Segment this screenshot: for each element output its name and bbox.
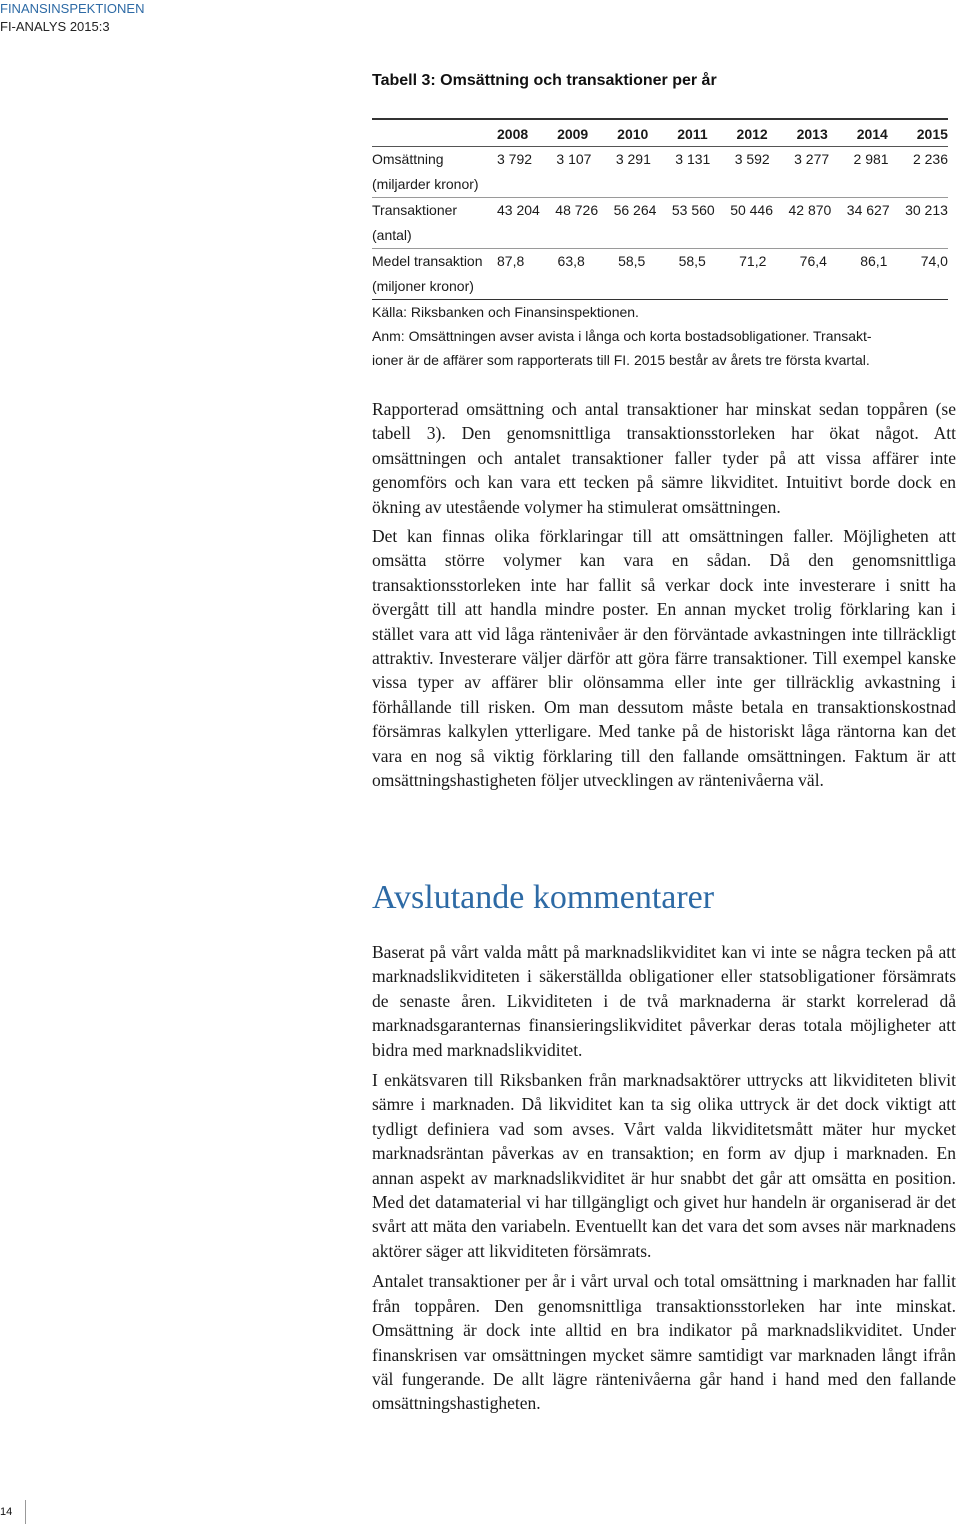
table-cell: 3 592	[734, 150, 770, 167]
page-number: 14	[0, 1506, 13, 1518]
year-cell: 2014	[856, 125, 888, 142]
table-cell: 3 792	[497, 150, 533, 167]
table-cell: 63,8	[557, 252, 585, 269]
table-cell: 3 291	[615, 150, 651, 167]
section-heading: Avslutande kommentarer	[372, 879, 715, 916]
year-cells	[497, 120, 948, 148]
year-cell: 2010	[617, 125, 649, 142]
table-cell: 34 627	[846, 201, 890, 218]
paragraph: Rapporterad omsättning och antal transaktioner har minskat sedan toppåren (se tabell 3). Den genomsnittliga transaktionsstorleken har ökat något. Att omsättningen och antalet transaktioner faller tyder på att vissa affärer inte genomförs och kan vara ett tecken på sämre likviditet. Intuitivt borde dock en ökning av utestående volymer ha stimulerat omsättningen.	[372, 399, 956, 517]
paragraph: Baserat på vårt valda mått på marknadslikviditet kan vi inte se några tecken på att marknadslikviditeten i säkerställda obligationer eller statsobligationer försämrats de senaste åren. Likviditeten i de två marknaderna är starkt korrelerad då marknadsgaranternas finansieringslikviditet påverkar deras totala möjligheter att bidra med marknadslikviditet.	[372, 942, 956, 1060]
paragraph: Det kan finnas olika förklaringar till att omsättningen faller. Möjligheten att omsätta större volymer kan vara en sådan. Då den genomsnittliga transaktionsstorleken inte har fallit så verkar dock inte investerare i snitt ha övergått till att handla mindre poster. En annan mycket trolig förklaring kan i stället vara att vid låga räntenivåer är den förväntade avkastningen inte tillräckligt attraktiv. Investerare väljer därför att göra färre transaktioner. Till exempel kanske vissa typer av affärer blir olönsamma eller inte ger tillräcklig avkastning i förhållande till risken. Om man dessutom måste betala en transaktionskostnad försämras kalkylen ytterligare. Med tanke på de historiskt låga räntorna kan det vara en nog så viktig förklaring till den fallande omsättningen. Faktum är att omsättningshastigheten följer utvecklingen av räntenivåerna väl.	[372, 526, 956, 791]
year-cell: 2008	[497, 125, 529, 142]
body-text-top	[372, 397, 956, 793]
year-cell: 2011	[677, 125, 708, 142]
row-values	[497, 198, 948, 223]
table-cell: 86,1	[860, 252, 888, 269]
row-label: Transaktioner	[372, 201, 458, 218]
table-source: Källa: Riksbanken och Finansinspektionen.	[372, 304, 639, 320]
table-cell: 42 870	[788, 201, 832, 218]
year-cell: 2012	[736, 125, 768, 142]
year-cell: 2013	[796, 125, 828, 142]
paragraph: Antalet transaktioner per år i vårt urval och total omsättning i marknaden har fallit från toppåren. Den genomsnittliga transaktionsstorleken har inte minskat. Omsättning är dock inte alltid en bra indikator på marknadslikviditet. Under finanskrisen var omsättningen mycket sämre samtidigt var marknaden långt ifrån väl fungerande. De allt lägre räntenivåerna går hand i hand med den fallande omsättningshastigheten.	[372, 1271, 956, 1414]
year-cell: 2015	[916, 125, 948, 142]
table-cell: 74,0	[920, 252, 948, 269]
table-cell: 87,8	[497, 252, 525, 269]
table-cell: 53 560	[671, 201, 715, 218]
table-cell: 3 277	[794, 150, 830, 167]
row-sublabel: (antal)	[372, 226, 412, 243]
row-values	[497, 249, 948, 274]
table-cell: 30 213	[905, 201, 948, 218]
table-cell: 43 204	[497, 201, 540, 218]
table-header-row	[372, 120, 948, 146]
table-row	[372, 198, 948, 223]
row-sublabel: (miljoner kronor)	[372, 277, 474, 294]
table-cell: 50 446	[730, 201, 774, 218]
page-number-rule	[25, 1500, 26, 1524]
table-note-line2: ioner är de affärer som rapporterats till FI. 2015 består av årets tre första kvartal.	[372, 352, 870, 368]
table-subrow	[372, 274, 948, 299]
row-values	[497, 147, 948, 172]
table-row	[372, 249, 948, 274]
turnover-table	[372, 118, 948, 300]
table-cell: 48 726	[555, 201, 599, 218]
header-series: FI-ANALYS 2015:3	[0, 19, 110, 34]
table-cell: 3 131	[675, 150, 711, 167]
table-caption: Tabell 3: Omsättning och transaktioner per år	[372, 72, 717, 89]
table-cell: 71,2	[739, 252, 767, 269]
table-cell: 2 981	[853, 150, 889, 167]
table-subrow	[372, 172, 948, 198]
table-note-line1: Anm: Omsättningen avser avista i långa och korta bostadsobligationer. Transakt-	[372, 328, 872, 344]
running-header	[0, 0, 144, 36]
table-row	[372, 147, 948, 172]
row-label: Medel transaktion	[372, 252, 483, 269]
table-cell: 3 107	[556, 150, 592, 167]
table-subrow	[372, 223, 948, 249]
table-cell: 2 236	[912, 150, 948, 167]
table-cell: 56 264	[613, 201, 657, 218]
paragraph: I enkätsvaren till Riksbanken från marknadsaktörer uttrycks att likviditeten blivit sämre i marknaden. Då likviditet kan ta sig olika uttryck är det dock viktigt att tydligt definiera vad som avses. Vårt valda likviditetsmått mäter hur mycket marknadsräntan påverkas av en transaktion; en form av djup i marknaden. En annan aspekt av marknadslikviditet är hur snabbt det går att omsätta en position. Med det datamaterial vi har tillgängligt och givet hur handeln är organiserad är det svårt att mäta den variabeln. Eventuellt kan det vara det som avses när marknadens aktörer säger att likviditeten försämrats.	[372, 1070, 956, 1261]
year-cell: 2009	[557, 125, 589, 142]
table-cell: 76,4	[799, 252, 827, 269]
row-sublabel: (miljarder kronor)	[372, 175, 479, 192]
header-org: FINANSINSPEKTIONEN	[0, 1, 145, 16]
body-text-bottom	[372, 940, 956, 1416]
table-cell: 58,5	[618, 252, 646, 269]
table-cell: 58,5	[678, 252, 706, 269]
row-label: Omsättning	[372, 150, 444, 167]
